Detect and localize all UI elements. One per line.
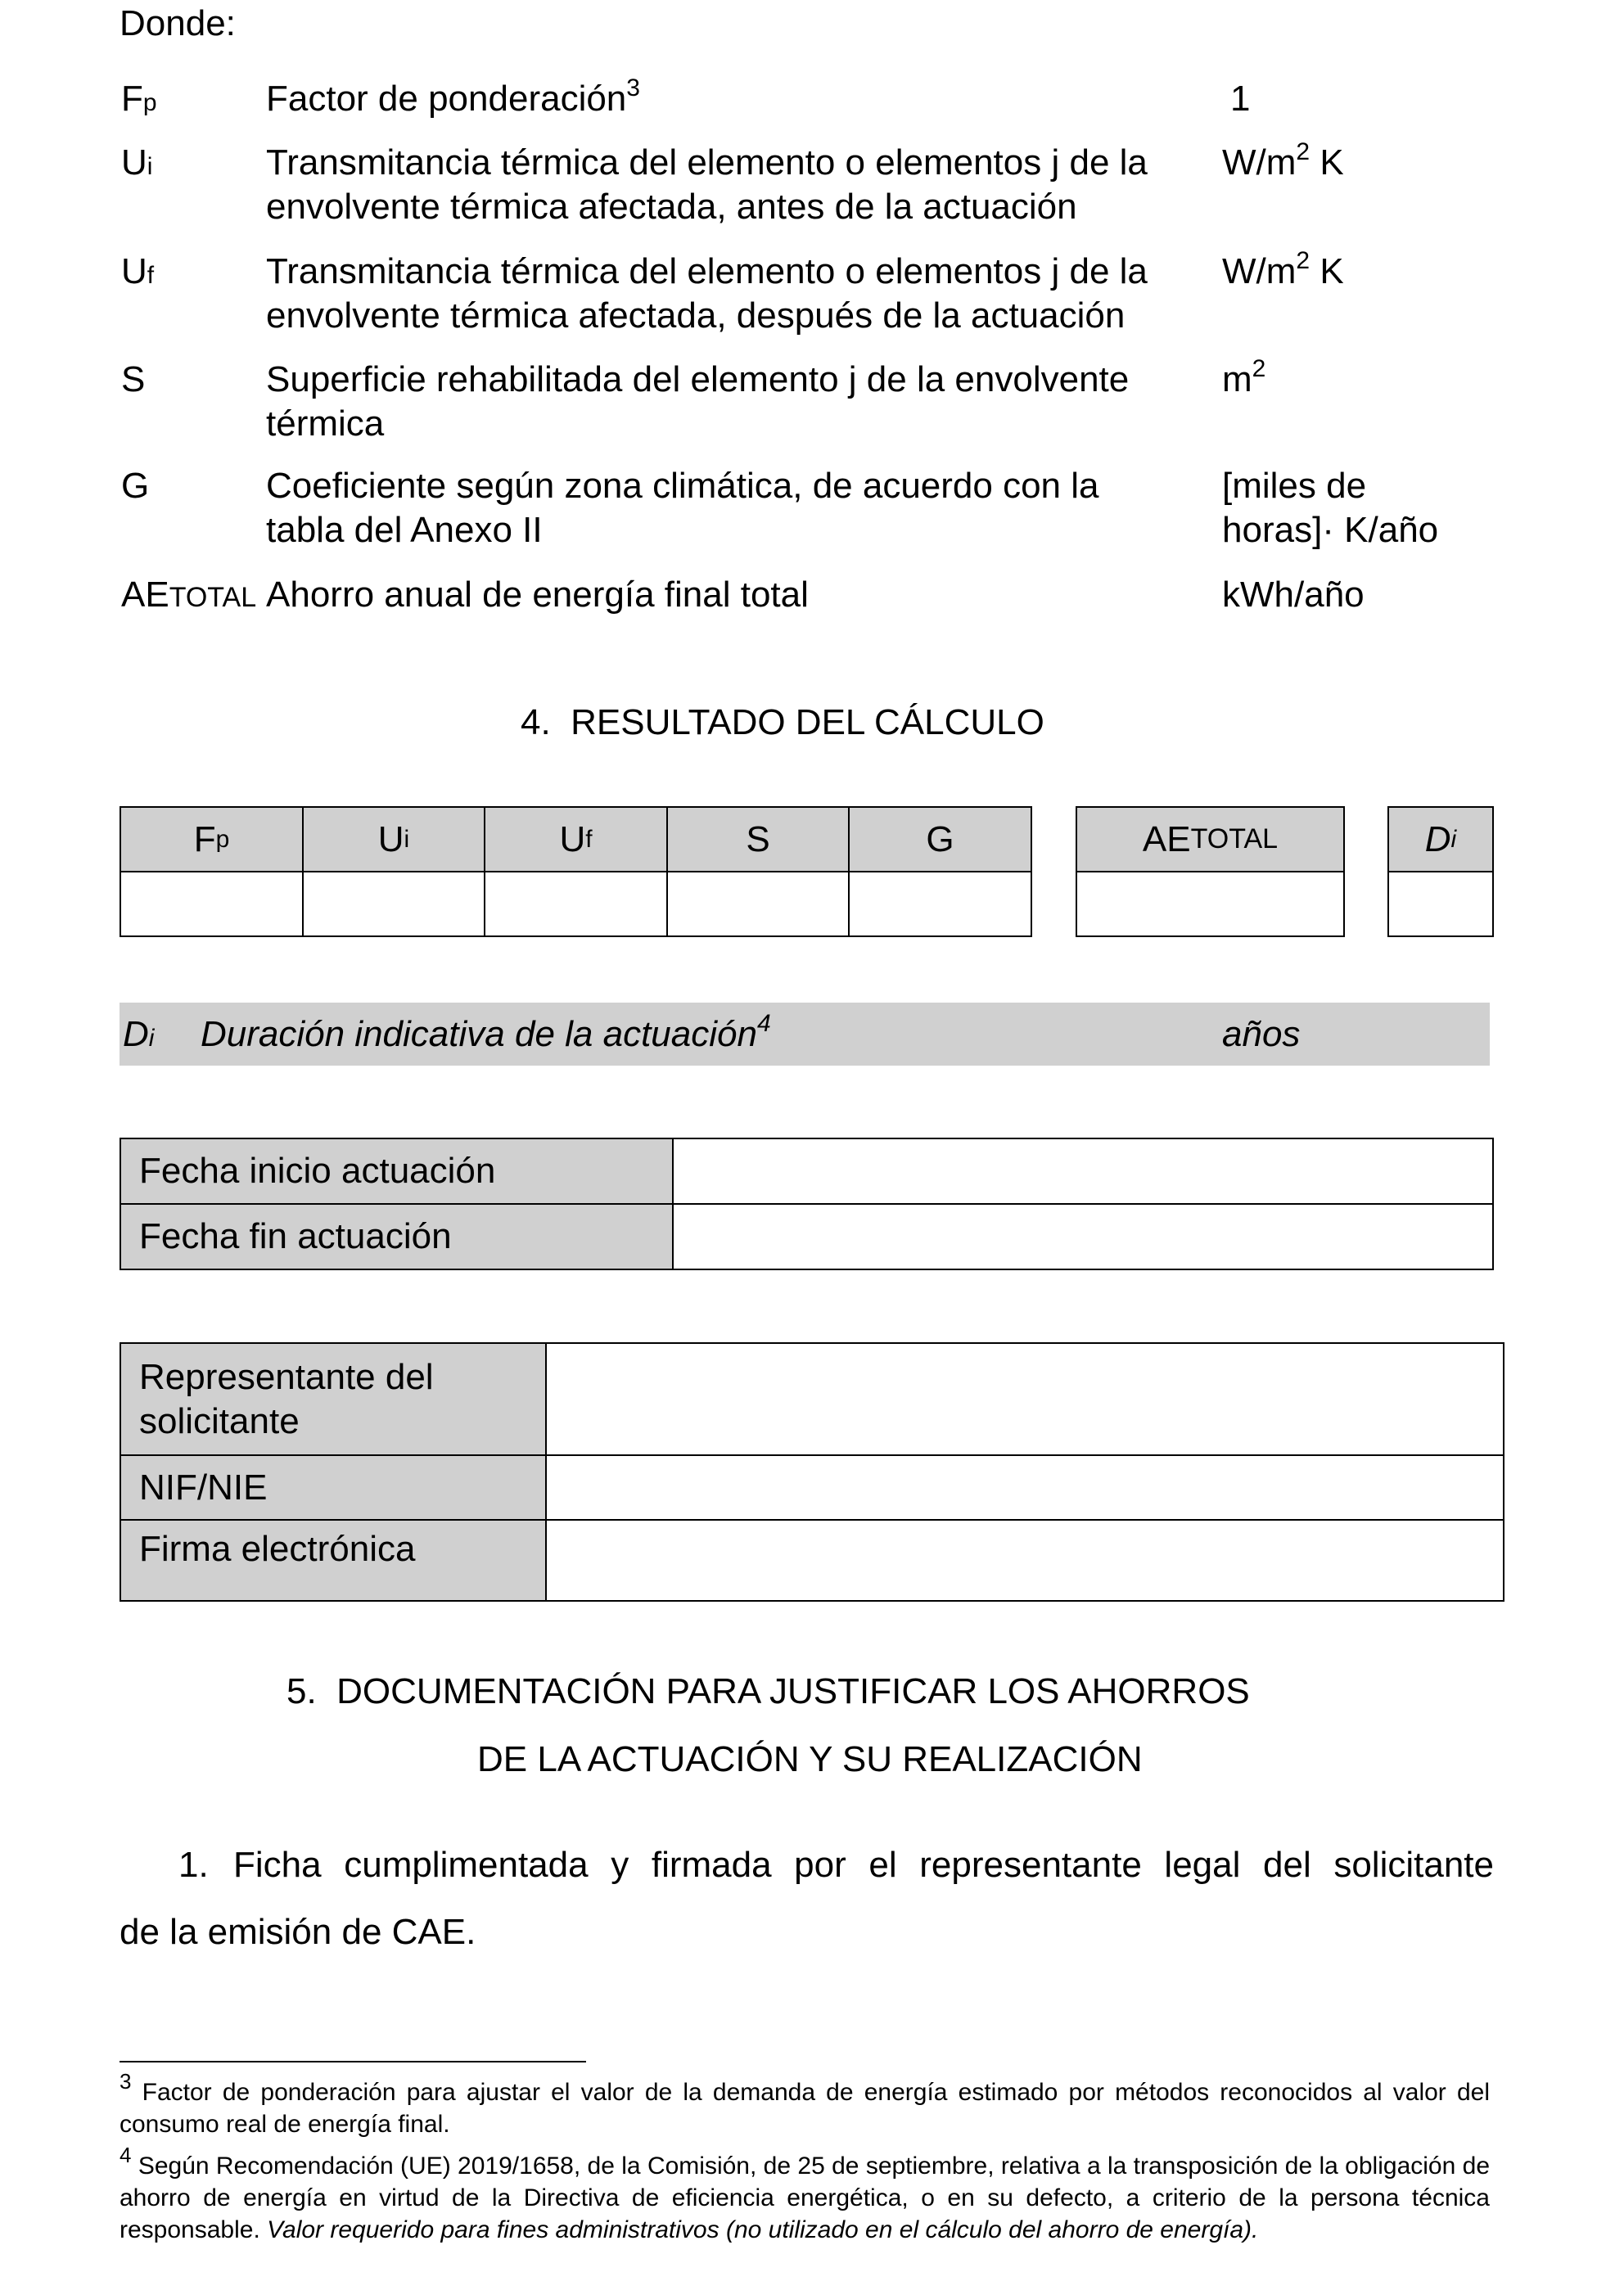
- definition-symbol: G: [121, 466, 150, 506]
- duration-label: Duración indicativa de la actuación$^4$: [201, 1010, 771, 1054]
- result-value-s[interactable]: [666, 871, 850, 937]
- result-header-ae-total: AE TOTAL: [1076, 806, 1345, 872]
- date-start-label: Fecha inicio actuación: [120, 1138, 673, 1204]
- signature-field[interactable]: [546, 1520, 1504, 1601]
- definition-unit: 1: [1230, 79, 1251, 119]
- nif-field[interactable]: [546, 1455, 1504, 1520]
- section-5-heading: 5. DOCUMENTACIÓN PARA JUSTIFICAR LOS AHORROS: [286, 1671, 1250, 1711]
- definition-symbol: Uf: [121, 251, 155, 291]
- definition-description-cont: envolvente térmica afectada, después de la actuación: [266, 295, 1126, 336]
- item-1-number: 1.: [178, 1845, 209, 1885]
- date-start-field[interactable]: [673, 1138, 1493, 1204]
- result-value-g[interactable]: [848, 871, 1032, 937]
- nif-label: NIF/NIE: [120, 1455, 546, 1520]
- definition-unit-cont: horas]· K/año: [1222, 510, 1439, 550]
- date-end-label: Fecha fin actuación: [120, 1204, 673, 1269]
- result-header-ui: U i: [302, 806, 485, 872]
- definition-description-cont: envolvente térmica afectada, antes de la actuación: [266, 187, 1077, 227]
- result-value-uf[interactable]: [484, 871, 668, 937]
- representative-field[interactable]: [546, 1343, 1504, 1455]
- result-header-fp: F p: [120, 806, 304, 872]
- definition-description: Coeficiente según zona climática, de acuerdo con la: [266, 466, 1099, 506]
- signature-table: [120, 1342, 1504, 1602]
- definition-unit: [miles de: [1222, 466, 1367, 506]
- section-5-heading-cont: DE LA ACTUACIÓN Y SU REALIZACIÓN: [477, 1739, 1143, 1779]
- result-value-ae-total[interactable]: [1076, 871, 1345, 937]
- duration-symbol: Di: [123, 1014, 155, 1054]
- result-header-g: G: [848, 806, 1032, 872]
- definition-unit: $W/m^2$ K: [1222, 247, 1344, 291]
- result-value-ui[interactable]: [302, 871, 485, 937]
- definition-description: Transmitancia térmica del elemento o elementos j de la: [266, 251, 1148, 291]
- definition-description: Ahorro anual de energía final total: [266, 575, 809, 615]
- definition-symbol: Ui: [121, 142, 153, 183]
- result-header-s: S: [666, 806, 850, 872]
- definition-unit: $W/m^2$ K: [1222, 138, 1344, 183]
- definition-symbol: S: [121, 359, 146, 399]
- definition-description: Superficie rehabilitada del elemento j de la envolvente: [266, 359, 1130, 399]
- dates-table: [120, 1138, 1494, 1270]
- duration-unit: años: [1222, 1014, 1301, 1054]
- result-value-fp[interactable]: [120, 871, 304, 937]
- signature-label: Firma electrónica: [120, 1520, 546, 1601]
- definition-unit: kWh/año: [1222, 575, 1365, 615]
- definition-symbol: Fp: [121, 79, 157, 119]
- definition-description: Transmitancia térmica del elemento o elementos j de la: [266, 142, 1148, 183]
- definition-unit: $m^2$: [1222, 355, 1266, 399]
- footnote-4: 4 Según Recomendación (UE) 2019/1658, de la Comisión, de 25 de septiembre, relativa a la transposición de la obligación de ahorro de energía en virtud de la Directiva de eficiencia energética, o en su defecto, a criterio de la persona técnica responsable. Valor requerido para fines administrativos (no utilizado en el cálculo del ahorro de energía).: [120, 2143, 1491, 2243]
- section-4-heading: 4. RESULTADO DEL CÁLCULO: [521, 702, 1044, 742]
- item-1-text-cont: de la emisión de CAE.: [120, 1912, 476, 1952]
- item-1-text: Ficha cumplimentada y firmada por el representante legal del solicitante: [233, 1845, 1494, 1885]
- date-end-field[interactable]: [673, 1204, 1493, 1269]
- representative-label: Representante del solicitante: [120, 1343, 546, 1455]
- definition-symbol: AETOTAL: [121, 575, 257, 615]
- result-value-di[interactable]: [1387, 871, 1494, 937]
- result-header-di: D i: [1387, 806, 1494, 872]
- definition-description-cont: térmica: [266, 403, 385, 444]
- footnote-separator: [120, 2061, 586, 2062]
- intro-text: Donde:: [120, 3, 236, 43]
- footnote-3: 3 Factor de ponderación para ajustar el valor de la demanda de energía estimado por métodos reconocidos al valor del consumo real de energía final.: [120, 2069, 1490, 2138]
- definition-description: Factor de ponderación$^3$: [266, 74, 640, 119]
- definition-description-cont: tabla del Anexo II: [266, 510, 543, 550]
- result-header-uf: U f: [484, 806, 668, 872]
